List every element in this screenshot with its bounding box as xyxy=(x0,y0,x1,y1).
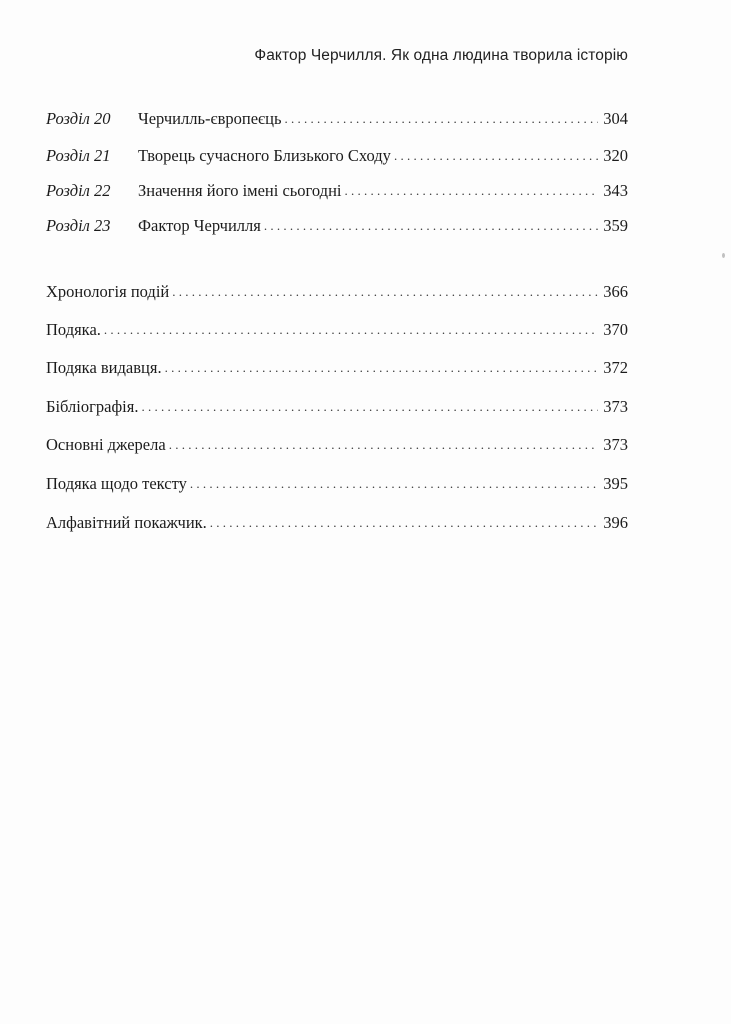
entry-title: Фактор Черчилля xyxy=(138,216,261,235)
entry-title: Алфавітний покажчик. xyxy=(46,513,207,532)
toc-entry-publisher-acknowledgements[interactable] xyxy=(46,357,628,379)
entry-title: Бібліографія. xyxy=(46,397,139,416)
dot-leader xyxy=(264,215,598,238)
page-number: 343 xyxy=(603,181,628,200)
entry-title: Хронологія подій xyxy=(46,282,170,301)
running-header: Фактор Черчилля. Як одна людина творила історію xyxy=(254,47,628,64)
dot-leader xyxy=(394,145,598,168)
toc-entry-chronology[interactable] xyxy=(46,281,628,303)
toc-entry-acknowledgements[interactable] xyxy=(46,319,628,341)
toc-entry-chapter-22[interactable] xyxy=(46,180,628,202)
page-number: 370 xyxy=(603,320,628,339)
entry-title: Подяка. xyxy=(46,320,101,339)
page-number: 396 xyxy=(603,513,628,532)
entry-title: Значення його імені сьогодні xyxy=(138,181,342,200)
page-number: 359 xyxy=(603,216,628,235)
toc-entry-bibliography[interactable] xyxy=(46,396,628,418)
chapter-label: Розділ 22 xyxy=(46,181,111,200)
page-number: 395 xyxy=(603,474,628,493)
scan-speck xyxy=(722,253,725,258)
page-number: 366 xyxy=(603,282,628,301)
dot-leader xyxy=(169,434,598,457)
dot-leader xyxy=(190,473,598,496)
chapter-label: Розділ 21 xyxy=(46,146,111,165)
dot-leader xyxy=(284,108,598,131)
dot-leader xyxy=(104,319,598,342)
entry-title: Творець сучасного Близького Сходу xyxy=(138,146,391,165)
entry-title: Основні джерела xyxy=(46,435,166,454)
toc-entry-main-sources[interactable] xyxy=(46,434,628,456)
toc-entry-chapter-20[interactable] xyxy=(46,108,628,130)
entry-title: Подяка щодо тексту xyxy=(46,474,187,493)
page-number: 320 xyxy=(603,146,628,165)
page-number: 304 xyxy=(603,109,628,128)
entry-title: Черчилль-європеєць xyxy=(138,109,282,128)
toc-entry-chapter-21[interactable] xyxy=(46,145,628,167)
page-number: 373 xyxy=(603,435,628,454)
dot-leader xyxy=(210,512,598,535)
toc-entry-text-acknowledgements[interactable] xyxy=(46,473,628,495)
chapter-label: Розділ 20 xyxy=(46,109,111,128)
entry-title: Подяка видавця. xyxy=(46,358,162,377)
chapter-label: Розділ 23 xyxy=(46,216,111,235)
page-number: 372 xyxy=(603,358,628,377)
dot-leader xyxy=(165,357,598,380)
toc-entry-chapter-23[interactable] xyxy=(46,215,628,237)
dot-leader xyxy=(141,396,598,419)
dot-leader xyxy=(172,281,598,304)
page-number: 373 xyxy=(603,397,628,416)
dot-leader xyxy=(345,180,599,203)
toc-entry-index[interactable] xyxy=(46,512,628,534)
